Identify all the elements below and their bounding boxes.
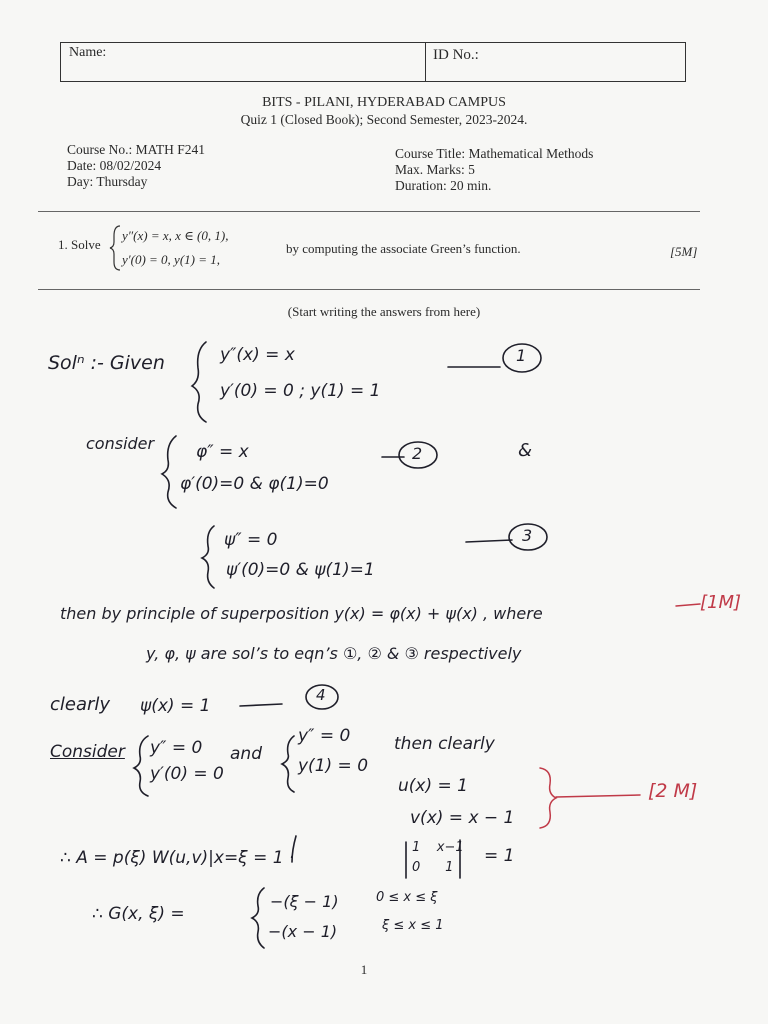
tag-4: 4	[316, 686, 326, 704]
institution-title: BITS - PILANI, HYDERABAD CAMPUS	[262, 95, 506, 110]
question-instruction: by computing the associate Green’s function.	[286, 241, 521, 256]
v-equation-2: y(1) = 0	[298, 756, 369, 776]
mark-1m: [1M]	[700, 592, 742, 613]
duration: Duration: 20 min.	[395, 178, 492, 193]
determinant-result: = 1	[484, 846, 515, 866]
question-number: 1. Solve	[58, 237, 101, 252]
name-label: Name:	[69, 45, 107, 60]
question-eq2: y′(0) = 0, y(1) = 1,	[122, 252, 220, 267]
tag-1: 1	[516, 346, 527, 365]
bottom-rule	[38, 289, 700, 290]
determinant-row-1: 1 x−1	[412, 840, 464, 855]
course-left-info	[67, 142, 205, 190]
wronskian-line: ∴ A = p(ξ) W(u,v)|x=ξ = 1 ·	[60, 848, 295, 868]
question-eq1: y″(x) = x, x ∈ (0, 1),	[122, 228, 229, 243]
greens-range-1: 0 ≤ x ≤ ξ	[376, 890, 438, 905]
question-marks: [5M]	[670, 244, 698, 259]
u-solution: u(x) = 1	[398, 776, 468, 796]
greens-case-2: −(x − 1)	[268, 922, 338, 941]
mark-2m: [2 M]	[648, 780, 698, 802]
phi-equation-2: φ′(0)=0 & φ(1)=0	[180, 474, 329, 494]
consider2-label: Consider	[50, 742, 125, 762]
greens-case-1: −(ξ − 1)	[270, 892, 339, 911]
course-number: Course No.: MATH F241	[67, 142, 206, 157]
page-number: 1	[360, 962, 368, 977]
superposition-line: then by principle of superposition y(x) = φ(x) + ψ(x) , where	[60, 604, 543, 623]
exam-title: Quiz 1 (Closed Book); Second Semester, 2023-2024.	[240, 112, 528, 127]
top-rule	[38, 211, 700, 212]
v-equation-1: y″ = 0	[298, 726, 351, 746]
clearly-label: clearly	[50, 694, 111, 715]
consider-label: consider	[86, 434, 155, 453]
exam-date: Date: 08/02/2024	[67, 158, 162, 173]
phi-equation-1: φ″ = x	[196, 442, 249, 462]
u-equation-1: y″ = 0	[150, 738, 203, 758]
determinant-row-2: 0 1	[412, 860, 454, 875]
and-label: and	[230, 744, 262, 764]
given-equation-2: y′(0) = 0 ; y(1) = 1	[220, 381, 381, 401]
u-equation-2: y′(0) = 0	[150, 764, 224, 784]
psi-solution: ψ(x) = 1	[140, 696, 211, 716]
greens-function-label: ∴ G(x, ξ) =	[92, 904, 185, 924]
tag-3: 3	[522, 526, 533, 545]
solution-label: Solⁿ :- Given	[48, 352, 165, 374]
psi-equation-2: ψ′(0)=0 & ψ(1)=1	[226, 560, 375, 580]
start-note: (Start writing the answers from here)	[287, 304, 481, 319]
course-title: Course Title: Mathematical Methods	[395, 146, 594, 161]
greens-range-2: ξ ≤ x ≤ 1	[382, 918, 444, 933]
and-symbol: &	[518, 440, 533, 461]
id-label: ID No.:	[433, 47, 479, 63]
max-marks: Max. Marks: 5	[395, 162, 475, 177]
course-right-info	[395, 146, 593, 194]
psi-equation-1: ψ″ = 0	[224, 530, 278, 550]
then-clearly: then clearly	[394, 734, 495, 754]
student-info-box	[60, 42, 686, 82]
respectively-line: y, φ, ψ are sol’s to eqn’s ①, ② & ③ respectively	[146, 644, 522, 663]
tag-2: 2	[412, 444, 423, 463]
exam-day: Day: Thursday	[67, 174, 148, 189]
v-solution: v(x) = x − 1	[410, 808, 515, 828]
box-divider	[425, 43, 426, 81]
given-equation-1: y″(x) = x	[220, 345, 295, 365]
